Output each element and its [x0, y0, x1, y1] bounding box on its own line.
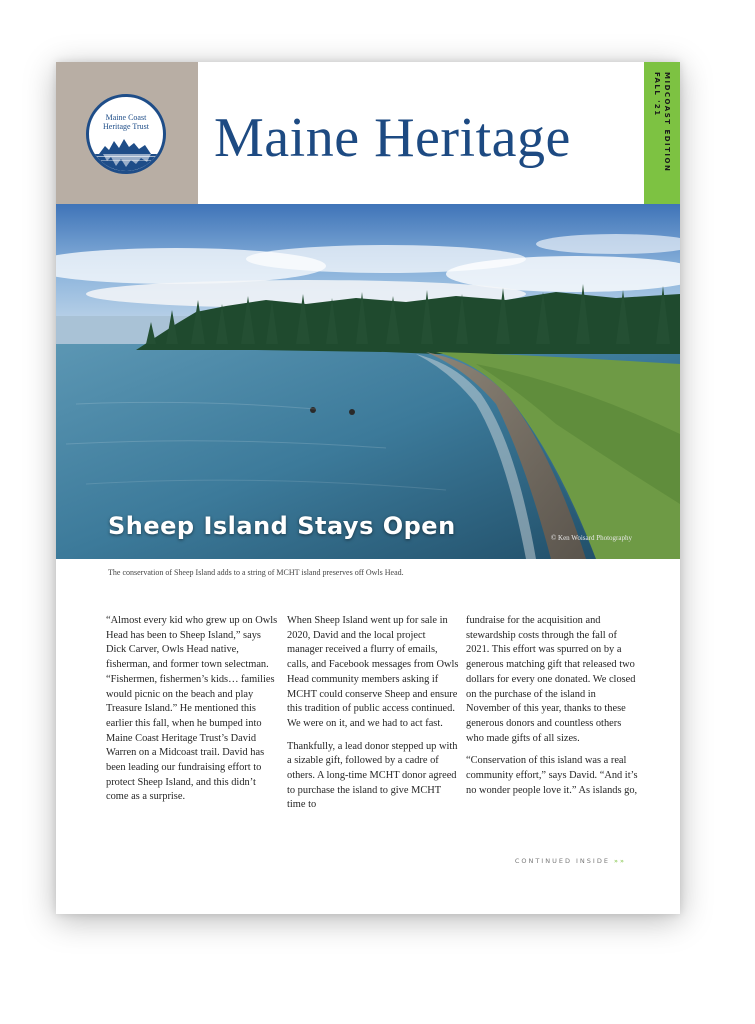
photo-credit: © Ken Woisard Photography	[550, 534, 632, 542]
article-column-3	[466, 614, 638, 806]
logo-line-2: Heritage Trust	[103, 122, 149, 131]
logo-line-1: Maine Coast	[105, 113, 147, 122]
photo-caption: The conservation of Sheep Island adds to a string of MCHT island preserves off Owls Head.	[108, 568, 404, 577]
paragraph: When Sheep Island went up for sale in 2020, David and the local project manager received a flurry of emails, calls, and Facebook messages from Owls Head community members asking if MCHT could conserve Sheep and ensure this tradition of public access continued. We were on it, and we had to act fast.	[287, 615, 459, 729]
edition-strip	[644, 62, 680, 204]
paragraph: Thankfully, a lead donor stepped up with a sizable gift, followed by a cadre of others. A long-time MCHT donor agreed to purchase the island to give MCHT time to	[287, 740, 458, 811]
logo-text	[89, 113, 163, 131]
hero-photo	[56, 204, 680, 559]
logo-panel	[56, 62, 198, 204]
edition-name: MIDCOAST EDITION	[663, 72, 671, 173]
article-column-1	[106, 614, 278, 813]
paragraph: “Almost every kid who grew up on Owls Head has been to Sheep Island,” says Dick Carver, Owls Head native, fisherman, and former town selectman. “Fishermen, fishermen’s kids… families would picnic on the beach and play Treasure Island.” He mentioned this earlier this fall, when he bumped into Maine Coast Heritage Trust’s David Warren on a Midcoast trail. David has been leading our fundraising effort to protect Sheep Island, and this didn’t come as a surprise.	[106, 615, 278, 803]
continued-inside-label	[515, 857, 626, 865]
paragraph: “Conservation of this island was a real community effort,” says David. “And it’s no wonder people love it.” As islands go,	[466, 755, 638, 796]
article-column-2	[287, 614, 459, 821]
mcht-logo	[86, 94, 166, 174]
edition-season: FALL '21	[653, 72, 661, 117]
paragraph: fundraise for the acquisition and stewardship costs through the fall of 2021. This effort was spurred on by a generous matching gift that released two dollars for every one donated. We closed on the purchase of the island in November of this year, thanks to these generous donors and countless others who made gifts of all sizes.	[466, 615, 636, 744]
island-landscape-image	[56, 204, 680, 559]
continued-text: CONTINUED INSIDE	[514, 857, 610, 865]
cover-headline: Sheep Island Stays Open	[108, 512, 456, 540]
masthead	[198, 62, 644, 204]
publication-title: Maine Heritage	[214, 107, 571, 169]
newsletter-cover	[56, 62, 680, 914]
island-reflection-icon	[89, 137, 163, 171]
edition-label	[652, 72, 672, 172]
double-chevron-right-icon: »»	[614, 857, 626, 865]
